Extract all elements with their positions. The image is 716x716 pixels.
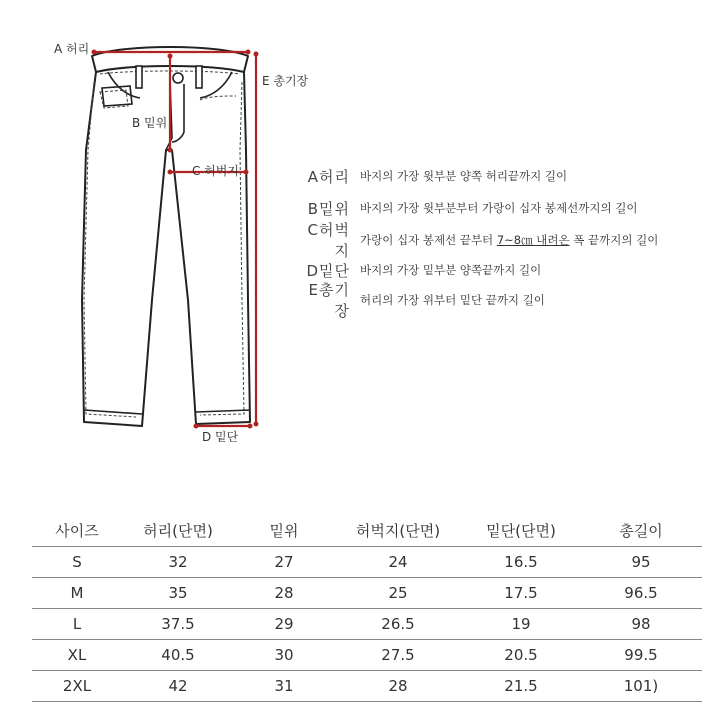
label-length: E 총기장 [262, 74, 309, 88]
table-cell: 27.5 [334, 640, 462, 671]
legend-key: C허벅지 [307, 221, 350, 260]
table-cell: 31 [234, 671, 334, 702]
table-cell: 99.5 [580, 640, 702, 671]
table-cell: 24 [334, 547, 462, 578]
table-cell: S [32, 547, 122, 578]
header-hem: 밑단(단면) [462, 514, 580, 547]
table-cell: 29 [234, 609, 334, 640]
header-rise: 밑위 [234, 514, 334, 547]
table-cell: 21.5 [462, 671, 580, 702]
legend-desc: 바지의 가장 윗부분부터 가랑이 십자 봉제선까지의 길이 [360, 201, 638, 215]
legend-desc-part: 폭 끝까지의 길이 [569, 233, 659, 247]
legend-key: B밑위 [307, 199, 350, 218]
table-cell: M [32, 578, 122, 609]
header-waist: 허리(단면) [122, 514, 234, 547]
header-thigh: 허벅지(단면) [334, 514, 462, 547]
table-cell: 25 [334, 578, 462, 609]
table-cell: 19 [462, 609, 580, 640]
legend-desc [360, 232, 658, 248]
table-cell: 26.5 [334, 609, 462, 640]
table-cell: 42 [122, 671, 234, 702]
label-thigh: C 허벅지 [192, 164, 239, 178]
legend-row-thigh [296, 221, 659, 260]
table-cell: 27 [234, 547, 334, 578]
header-size: 사이즈 [32, 514, 122, 547]
legend-desc-part: 가랑이 십자 봉제선 끝부터 [360, 233, 497, 247]
table-cell: 32 [122, 547, 234, 578]
table-row [32, 671, 702, 702]
legend-key: D밑단 [306, 261, 350, 280]
table-cell: 2XL [32, 671, 122, 702]
button-shape [173, 73, 183, 83]
table-cell: 16.5 [462, 547, 580, 578]
header-length: 총길이 [580, 514, 702, 547]
legend-desc: 바지의 가장 윗부분 양쪽 허리끝까지 길이 [360, 169, 568, 183]
table-cell: XL [32, 640, 122, 671]
legend-key: A허리 [307, 167, 350, 186]
legend-key: E총기장 [308, 281, 350, 320]
legend-row-waist [296, 164, 567, 188]
table-row [32, 640, 702, 671]
table-row [32, 578, 702, 609]
table-cell: 28 [334, 671, 462, 702]
label-rise: B 밑위 [132, 116, 168, 130]
table-cell: 28 [234, 578, 334, 609]
legend-desc-underlined: 7~8㎝ 내려온 [496, 233, 570, 247]
table-cell: 17.5 [462, 578, 580, 609]
table-cell: 95 [580, 547, 702, 578]
table-cell: 30 [234, 640, 334, 671]
legend-desc: 허리의 가장 위부터 밑단 끝까지 길이 [360, 293, 545, 307]
table-header-row [32, 514, 702, 547]
table-cell: 35 [122, 578, 234, 609]
legend-row-rise [296, 196, 637, 220]
table-cell: 20.5 [462, 640, 580, 671]
size-table [32, 514, 702, 702]
table-cell: 98 [580, 609, 702, 640]
table-cell: 101) [580, 671, 702, 702]
label-hem: D 밑단 [202, 430, 239, 444]
table-cell: 37.5 [122, 609, 234, 640]
legend-desc: 바지의 가장 밑부분 양쪽끝까지 길이 [360, 263, 542, 277]
table-cell: L [32, 609, 122, 640]
table-cell: 40.5 [122, 640, 234, 671]
table-cell: 96.5 [580, 578, 702, 609]
table-row [32, 609, 702, 640]
legend-row-length [296, 281, 545, 320]
label-waist: A 허리 [54, 42, 90, 56]
table-row [32, 547, 702, 578]
